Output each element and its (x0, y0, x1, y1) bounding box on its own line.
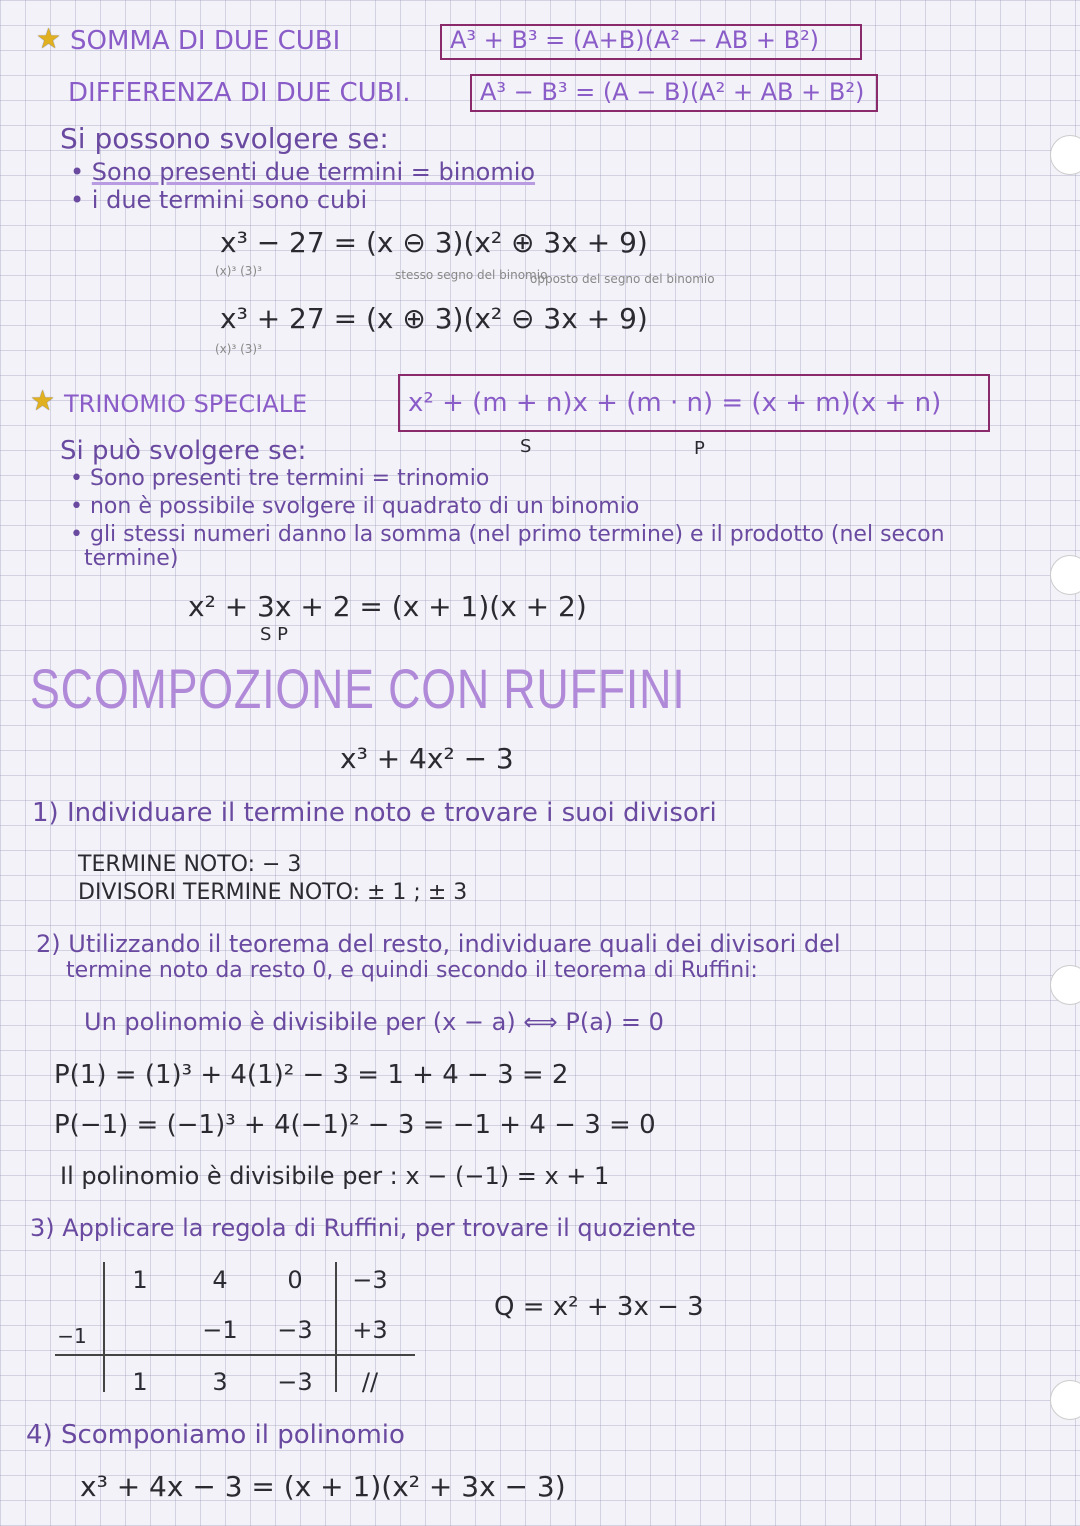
trinomial-example-sp: S P (260, 624, 289, 645)
table-root: −1 (57, 1324, 87, 1348)
sum-formula: A³ + B³ = (A+B)(A² − AB + B²) (450, 26, 820, 54)
step-4: 4) Scomponiamo il polinomio (26, 1420, 405, 1450)
divisori: DIVISORI TERMINE NOTO: ± 1 ; ± 3 (78, 880, 468, 905)
step-1: 1) Individuare il termine noto e trovare i suoi divisori (32, 798, 717, 828)
table-cell: +3 (352, 1316, 388, 1344)
trinomial-label: TRINOMIO SPECIALE (64, 390, 308, 418)
cubes-example-2: x³ + 27 = (x ⊕ 3)(x² ⊖ 3x + 9) (220, 302, 648, 335)
binder-hole (1050, 555, 1080, 595)
page-title: SCOMPOZIONE CON RUFFINI (30, 657, 686, 720)
table-cell: 4 (212, 1266, 228, 1294)
cubes-intro: Si possono svolgere se: (60, 122, 389, 155)
trinomial-bullet: • Sono presenti tre termini = trinomio (70, 466, 490, 491)
sum-formula-box (440, 24, 862, 60)
table-cell: −3 (277, 1368, 313, 1396)
table-cell: −3 (277, 1316, 313, 1344)
binder-hole (1050, 1380, 1080, 1420)
table-cell: 0 (287, 1266, 303, 1294)
diff-formula-box (470, 74, 878, 112)
table-cell: // (361, 1368, 379, 1396)
final-result: x³ + 4x − 3 = (x + 1)(x² + 3x − 3) (80, 1470, 566, 1503)
step-2: 2) Utilizzando il teorema del resto, individuare quali dei divisori del (36, 930, 841, 958)
cubes-bullet: • i due termini sono cubi (70, 186, 368, 214)
trinomial-formula: x² + (m + n)x + (m · n) = (x + m)(x + n) (408, 388, 942, 418)
sum-marker: S (520, 436, 532, 457)
trinomial-bullet: • gli stessi numeri danno la somma (nel primo termine) e il prodotto (nel secon (70, 522, 945, 547)
product-marker: P (694, 438, 705, 459)
trinomial-bullet: • non è possibile svolgere il quadrato di un binomio (70, 494, 640, 519)
diff-formula: A³ − B³ = (A − B)(A² + AB + B²) (480, 78, 865, 106)
trinomial-intro: Si può svolgere se: (60, 436, 307, 466)
star-icon: ★ (36, 22, 62, 55)
table-cell: −1 (202, 1316, 238, 1344)
cubes-example-1: x³ − 27 = (x ⊖ 3)(x² ⊕ 3x + 9) (220, 226, 648, 259)
quotient: Q = x² + 3x − 3 (494, 1292, 704, 1322)
sum-cubes-label: SOMMA DI DUE CUBI (70, 26, 341, 56)
table-cell: 1 (132, 1368, 148, 1396)
ruffini-table (55, 1262, 415, 1396)
table-cell: 3 (212, 1368, 228, 1396)
p-of-1: P(1) = (1)³ + 4(1)² − 3 = 1 + 4 − 3 = 2 (54, 1060, 569, 1090)
table-cell: −3 (352, 1266, 388, 1294)
trinomial-example: x² + 3x + 2 = (x + 1)(x + 2) (188, 590, 587, 623)
star-icon: ★ (30, 384, 56, 417)
theorem: Un polinomio è divisibile per (x − a) ⟺ P(a) = 0 (84, 1008, 664, 1036)
step-2-cont: termine noto da resto 0, e quindi secondo il teorema di Ruffini: (66, 958, 758, 983)
ruffini-polynomial: x³ + 4x² − 3 (340, 742, 514, 775)
cubes-bullet: • Sono presenti due termini = binomio (70, 158, 536, 186)
cubes-example-2-sub: (x)³ (3)³ (215, 342, 262, 356)
table-cell: 1 (132, 1266, 148, 1294)
trinomial-bullet-cont: termine) (84, 546, 179, 571)
termine-noto: TERMINE NOTO: − 3 (78, 852, 302, 877)
binder-hole (1050, 965, 1080, 1005)
divisible-statement: Il polinomio è divisibile per : x − (−1) = x + 1 (60, 1162, 610, 1190)
note-opposite-sign: opposto del segno del binomio (530, 272, 715, 286)
cubes-example-1-sub: (x)³ (3)³ (215, 264, 262, 278)
diff-cubes-label: DIFFERENZA DI DUE CUBI. (68, 78, 411, 108)
step-3: 3) Applicare la regola di Ruffini, per trovare il quoziente (30, 1214, 696, 1242)
note-same-sign: stesso segno del binomio (395, 268, 548, 282)
binder-hole (1050, 135, 1080, 175)
p-of-minus-1: P(−1) = (−1)³ + 4(−1)² − 3 = −1 + 4 − 3 = 0 (54, 1110, 656, 1140)
trinomial-formula-box (398, 374, 990, 432)
